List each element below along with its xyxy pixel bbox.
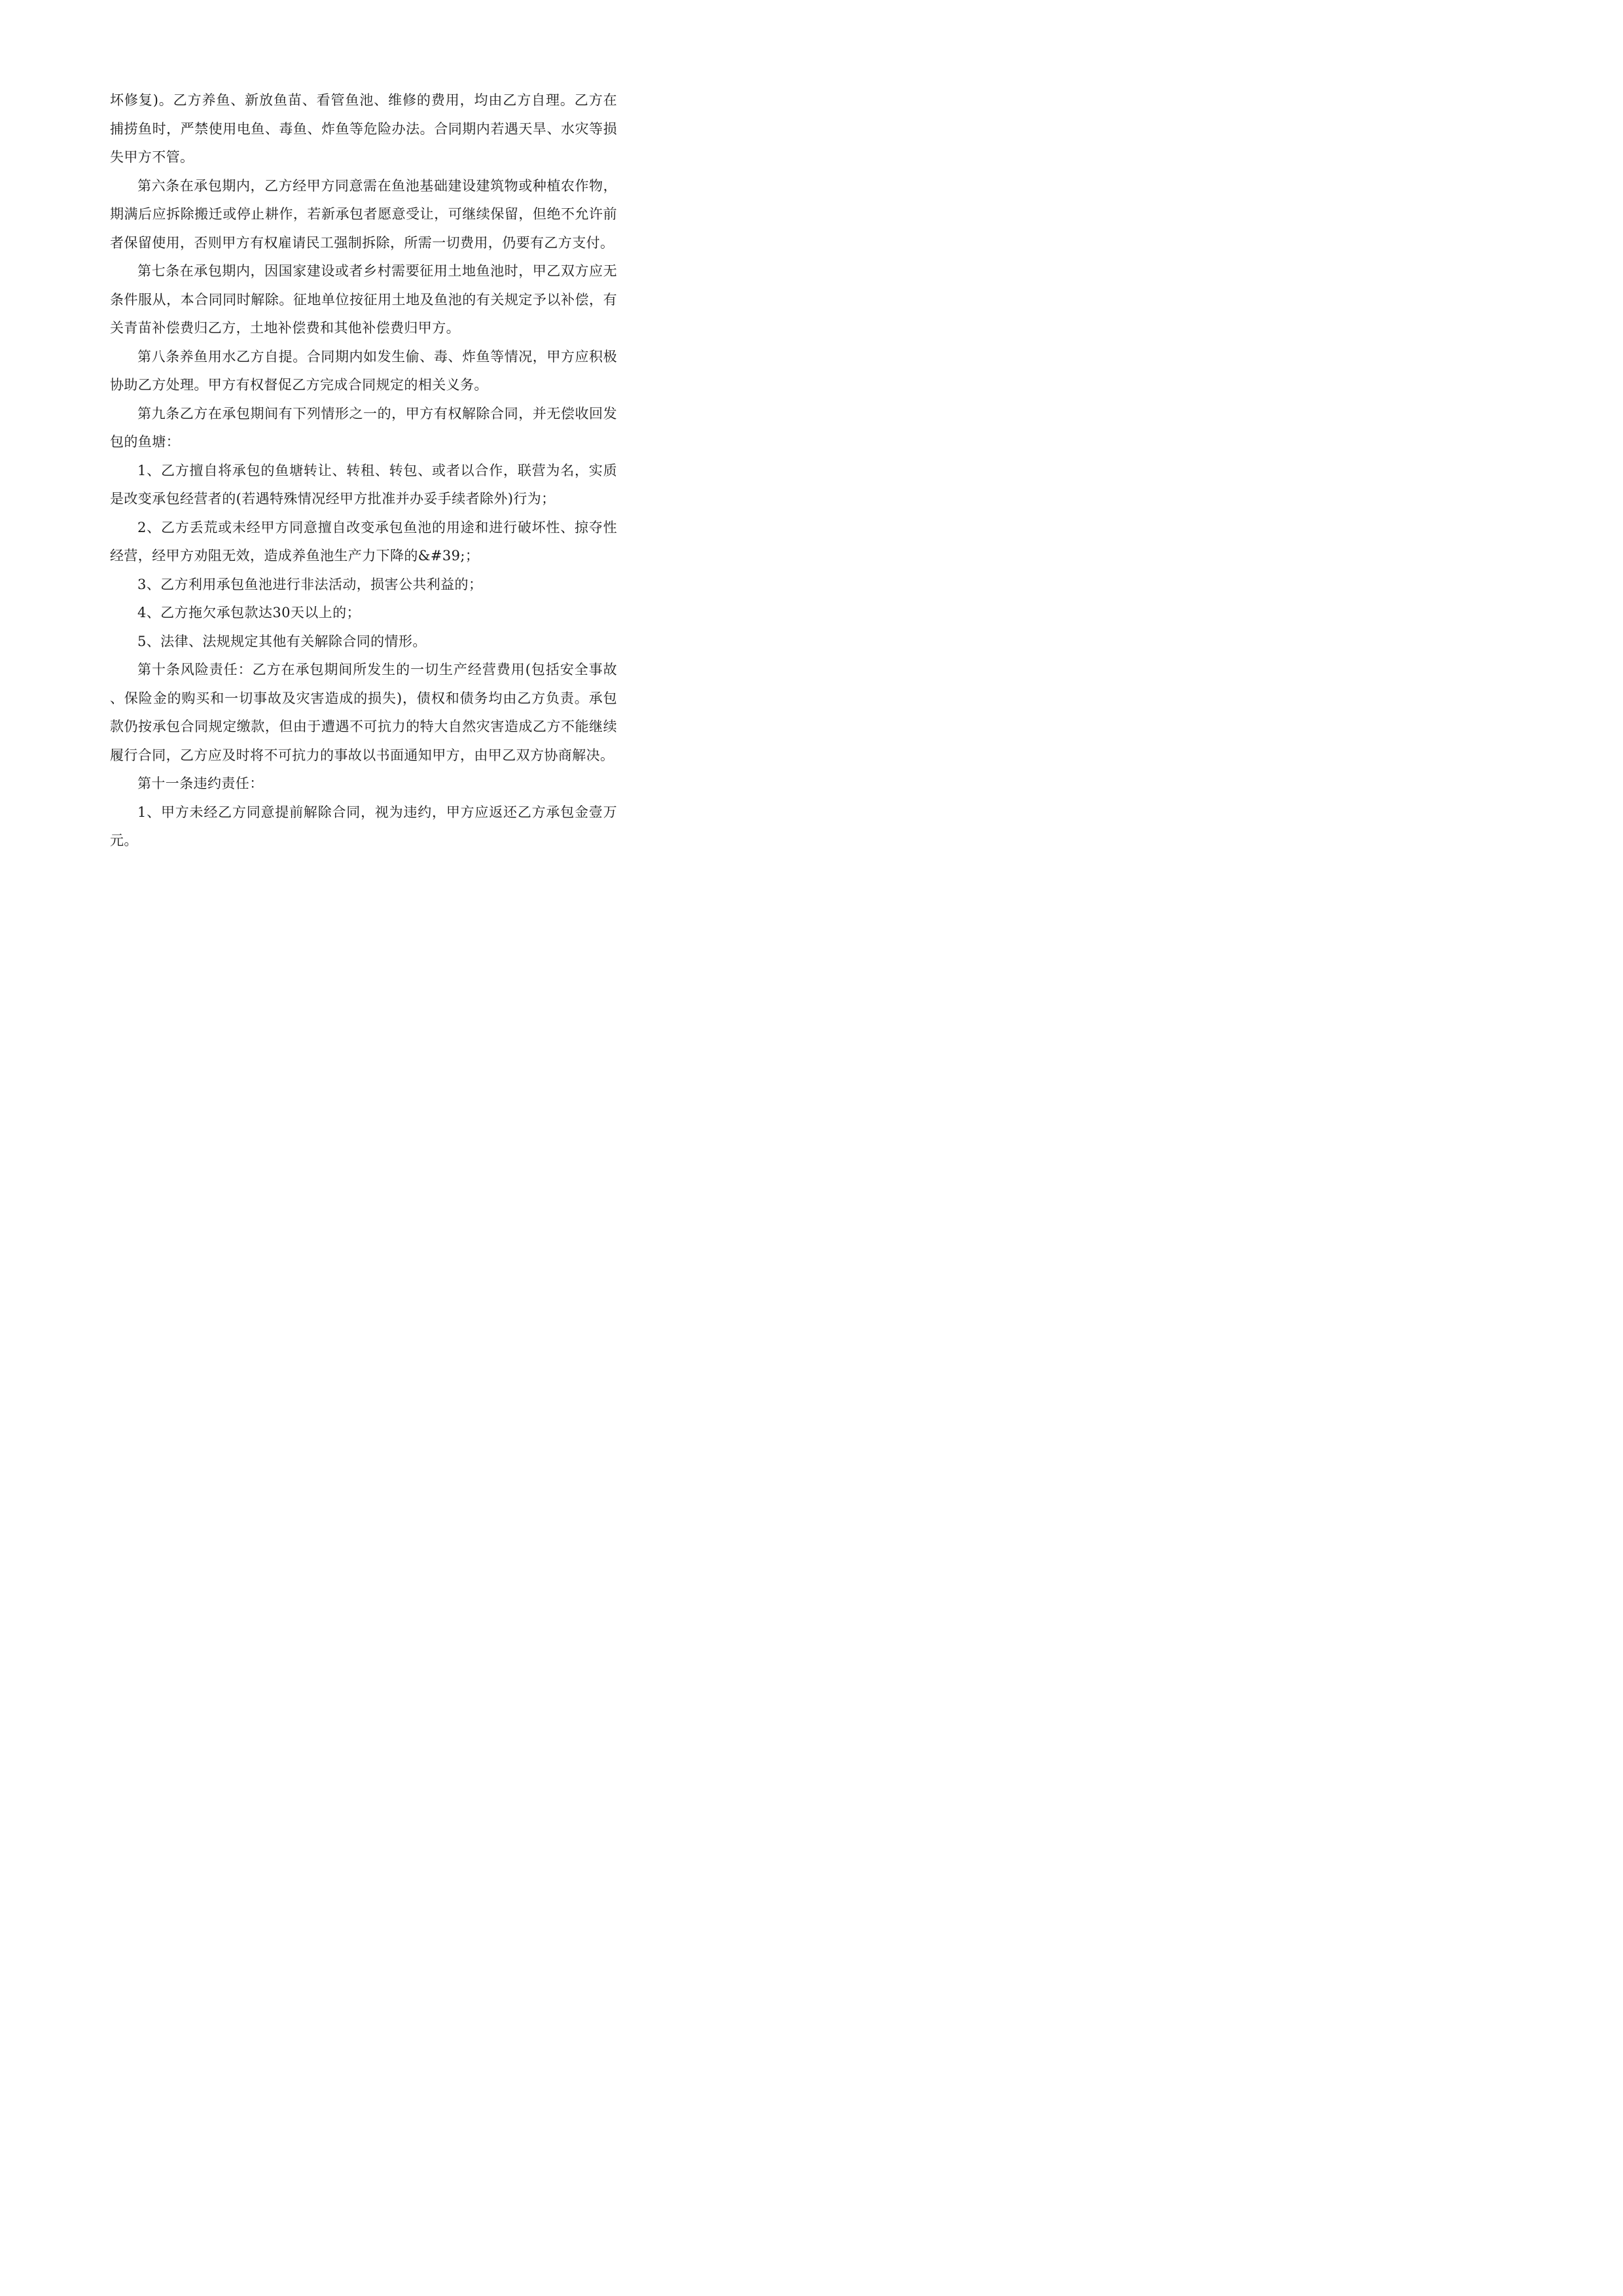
paragraph-article-8: 第八条养鱼用水乙方自提。合同期内如发生偷、毒、炸鱼等情况，甲方应积极协助乙方处理。甲方有权督促乙方完成合同规定的相关义务。	[110, 348, 617, 393]
paragraph-article-11-item-1: 1、甲方未经乙方同意提前解除合同，视为违约，甲方应返还乙方承包金壹万元。	[110, 804, 617, 848]
paragraph-item-5: 5、法律、法规规定其他有关解除合同的情形。	[137, 633, 427, 649]
document-page	[0, 0, 726, 1026]
paragraph-item-3: 3、乙方利用承包鱼池进行非法活动，损害公共利益的；	[137, 576, 483, 592]
paragraph-article-11: 第十一条违约责任：	[137, 776, 264, 791]
paragraph-article-10: 第十条风险责任：乙方在承包期间所发生的一切生产经营费用(包括安全事故、保险金的购买和一切事故及灾害造成的损失)，债权和债务均由乙方负责。承包款仍按承包合同规定缴款，但由于遭遇不可抗力的特大自然灾害造成乙方不能继续履行合同，乙方应及时将不可抗力的事故以书面通知甲方，由甲乙双方协商解决。	[110, 662, 617, 763]
document-body	[110, 86, 617, 855]
paragraph-item-4: 4、乙方拖欠承包款达30天以上的；	[137, 605, 361, 620]
paragraph-item-1: 1、乙方擅自将承包的鱼塘转让、转租、转包、或者以合作，联营为名，实质是改变承包经营者的(若遇特殊情况经甲方批准并办妥手续者除外)行为；	[110, 462, 617, 507]
paragraph-continuation: 坏修复)。乙方养鱼、新放鱼苗、看管鱼池、维修的费用，均由乙方自理。乙方在捕捞鱼时，严禁使用电鱼、毒鱼、炸鱼等危险办法。合同期内若遇天旱、水灾等损失甲方不管。	[110, 92, 617, 165]
paragraph-article-7: 第七条在承包期内，因国家建设或者乡村需要征用土地鱼池时，甲乙双方应无条件服从，本合同同时解除。征地单位按征用土地及鱼池的有关规定予以补偿，有关青苗补偿费归乙方，土地补偿费和其他补偿费归甲方。	[110, 263, 617, 336]
paragraph-article-6: 第六条在承包期内，乙方经甲方同意需在鱼池基础建设建筑物或种植农作物，期满后应拆除搬迁或停止耕作，若新承包者愿意受让，可继续保留，但绝不允许前者保留使用，否则甲方有权雇请民工强制拆除，所需一切费用，仍要有乙方支付。	[110, 177, 617, 251]
paragraph-article-9: 第九条乙方在承包期间有下列情形之一的，甲方有权解除合同，并无偿收回发包的鱼塘：	[110, 405, 617, 450]
paragraph-item-2: 2、乙方丢荒或未经甲方同意擅自改变承包鱼池的用途和进行破坏性、掠夺性经营，经甲方劝阻无效，造成养鱼池生产力下降的&#39;；	[110, 519, 617, 564]
